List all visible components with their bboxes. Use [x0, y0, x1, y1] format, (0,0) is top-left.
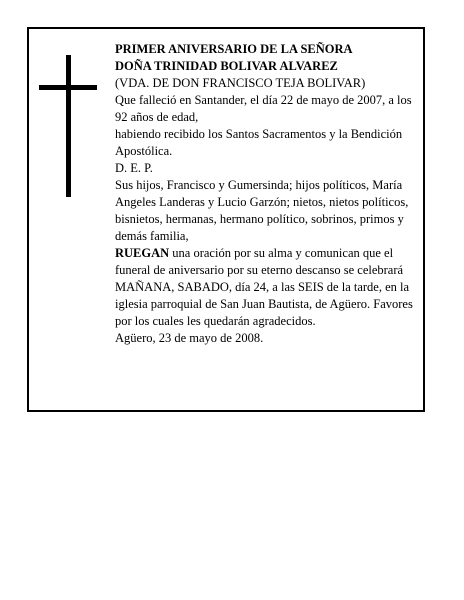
request-text: una oración por su alma y comunican que el funeral de aniversario por su eterno descanso se celebrará MAÑANA, SABADO, día 24, a las SEIS de la tarde, en la iglesia parroquial de San Juan Bautista, de Agüero. Favores por los cuales les quedarán agradecidos. — [115, 246, 413, 328]
request-paragraph — [115, 245, 423, 330]
dep-line: D. E. P. — [115, 161, 153, 175]
cross-icon — [39, 55, 97, 197]
notice-text — [115, 41, 423, 347]
cross-vertical-bar — [66, 55, 71, 197]
widow-line: (VDA. DE DON FRANCISCO TEJA BOLIVAR) — [115, 76, 366, 90]
death-line: Que falleció en Santander, el día 22 de mayo de 2007, a los 92 años de edad, — [115, 93, 412, 124]
notice-heading-line-1: PRIMER ANIVERSARIO DE LA SEÑORA — [115, 42, 353, 56]
request-word: RUEGAN — [115, 246, 170, 260]
notice-heading-line-2: DOÑA TRINIDAD BOLIVAR ALVAREZ — [115, 59, 338, 73]
family-line: Sus hijos, Francisco y Gumersinda; hijos políticos, María Angeles Landeras y Lucio Garzón; nietos, nietos políticos, bisnietos, hermanas, hermano político, sobrinos, primos y demás familia, — [115, 178, 409, 243]
date-line: Agüero, 23 de mayo de 2008. — [115, 331, 264, 345]
cross-horizontal-bar — [39, 85, 97, 90]
sacraments-line: habiendo recibido los Santos Sacramentos y la Bendición Apostólica. — [115, 127, 403, 158]
obituary-notice — [27, 27, 425, 412]
